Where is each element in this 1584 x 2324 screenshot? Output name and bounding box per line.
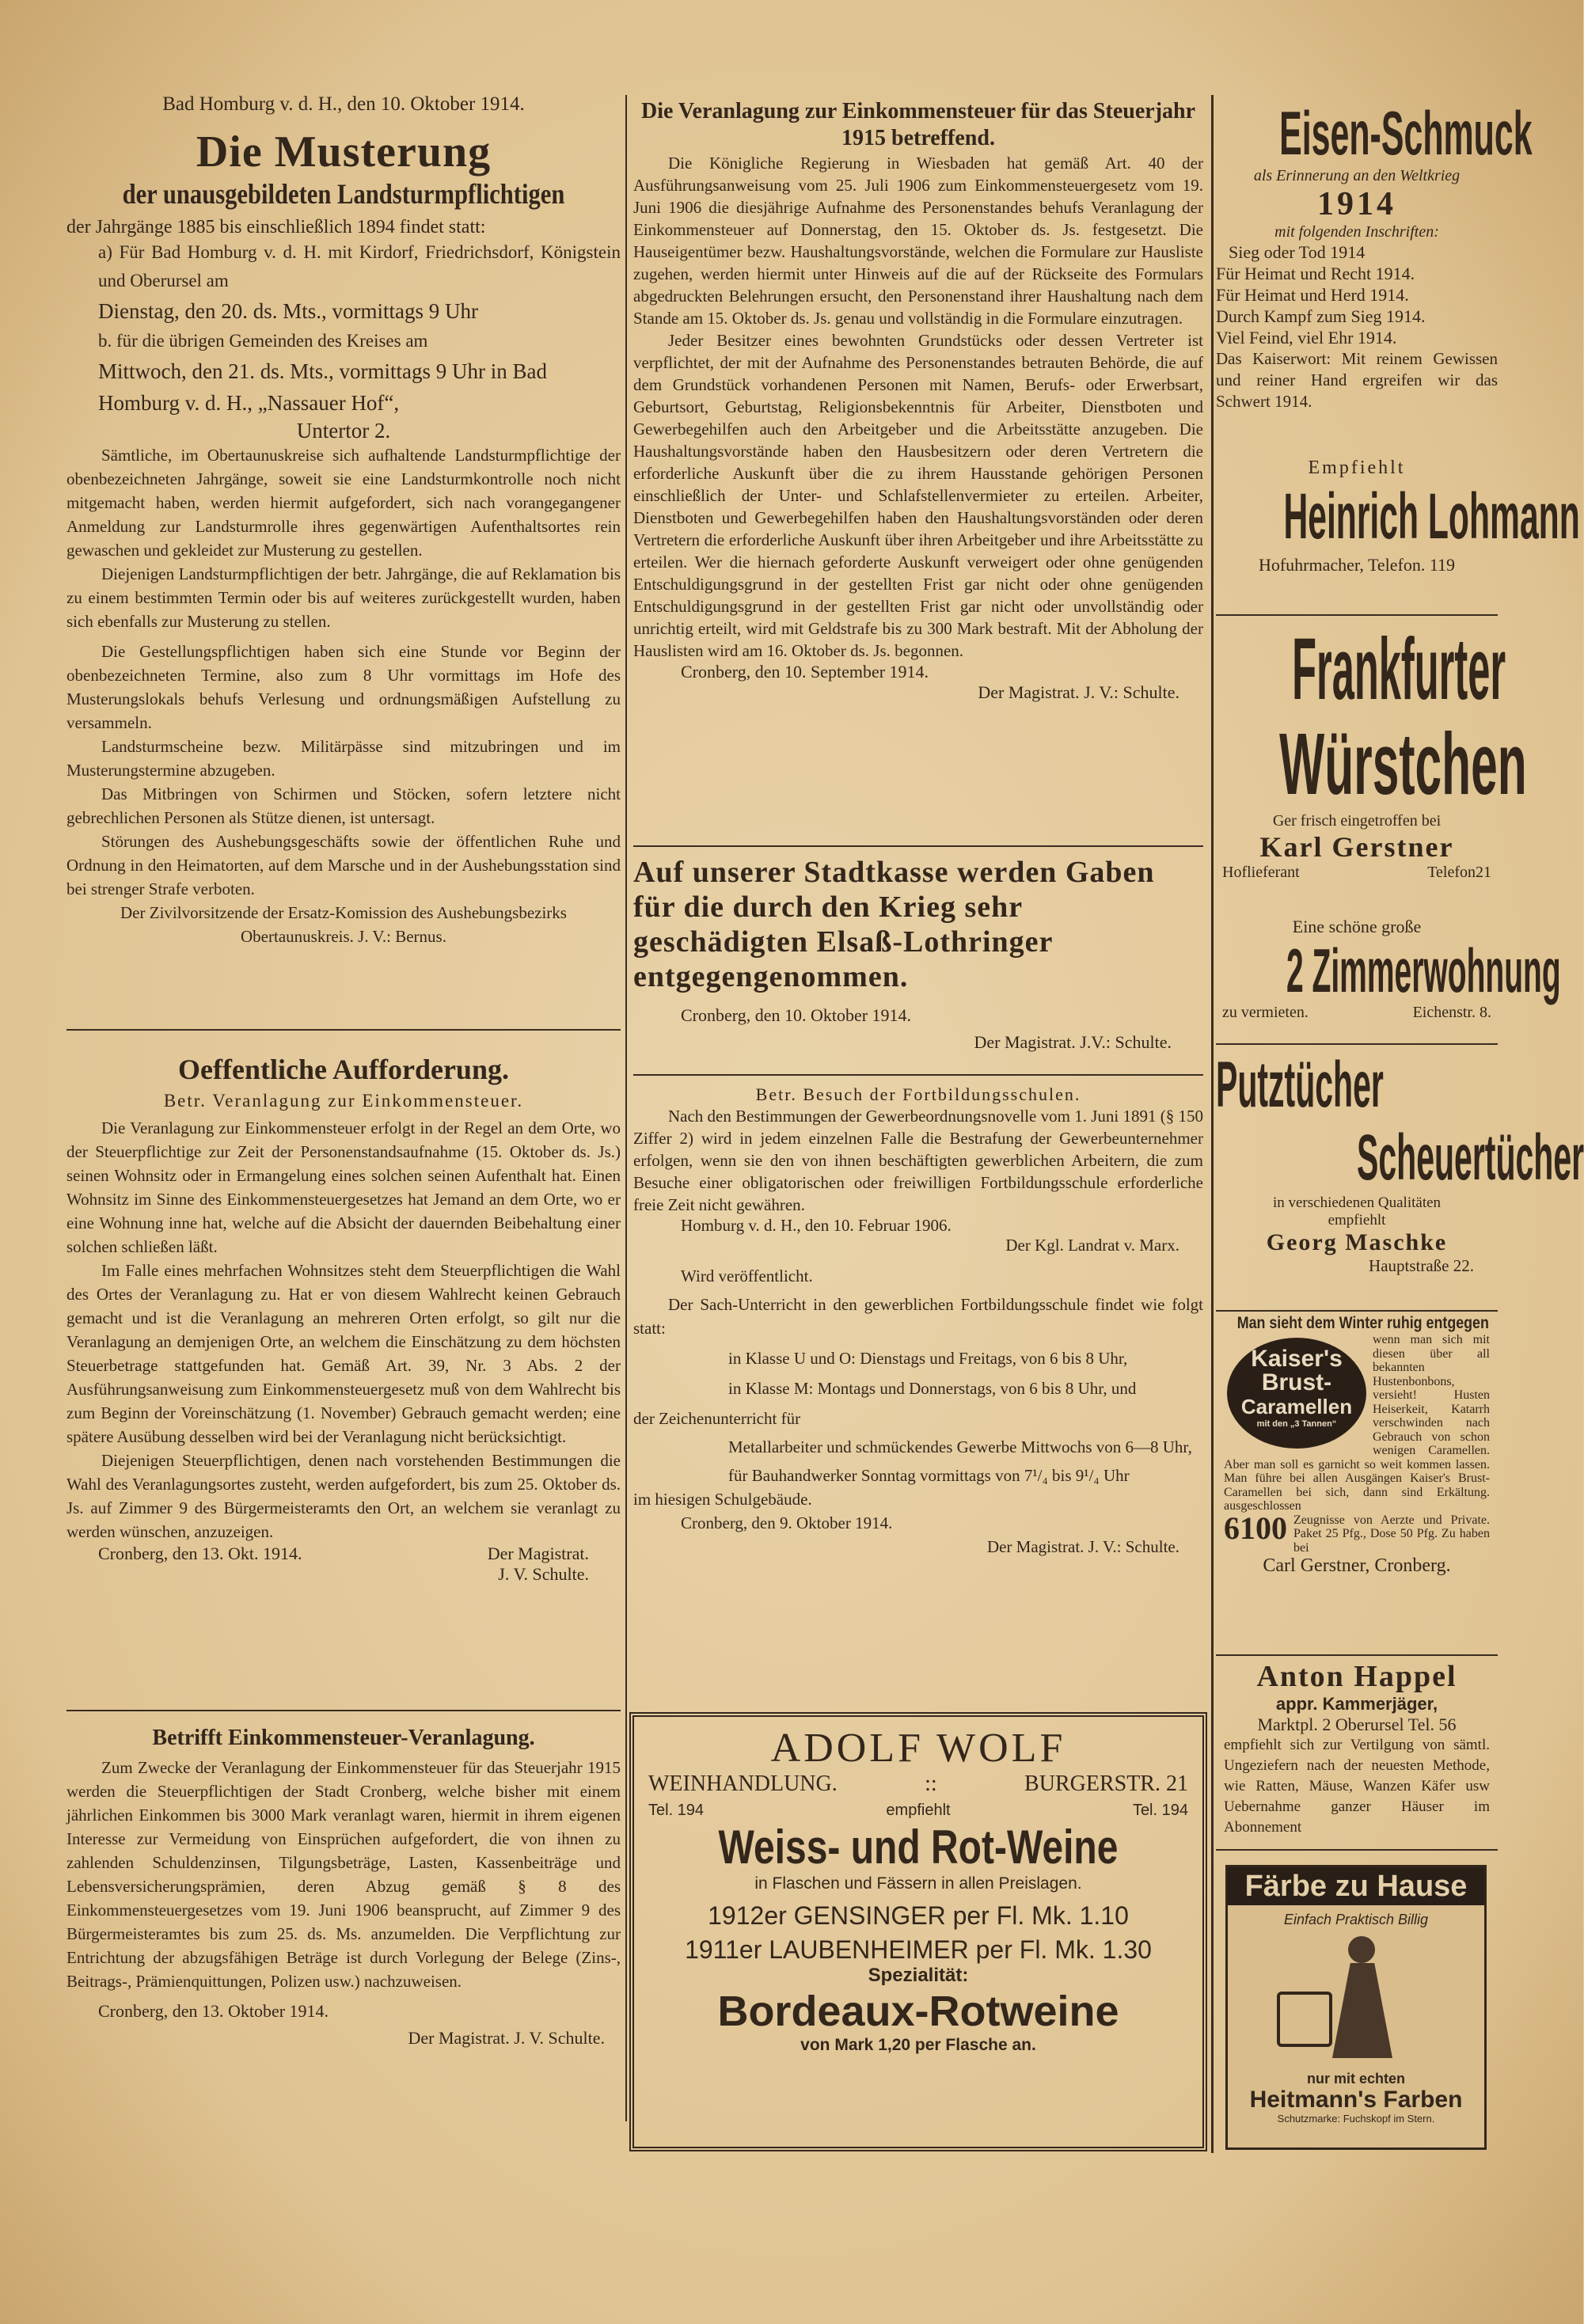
ad-text: empfiehlt sich zur Vertilgung von sämtl. Ungeziefern nach der neuesten Methode, wie Ratten, Mäuse, Wanzen Käfer usw Uebernahme ganzer Häuser im Abonnement bbox=[1224, 1737, 1490, 1836]
item-b-date: Mittwoch, den 21. ds. Mts., vormittags 9 Uhr in Bad Homburg v. d. H., „Nassauer Hof“, bbox=[98, 359, 547, 415]
ad-subtitle: Hofuhrmacher, Telefon. 119 bbox=[1258, 555, 1456, 575]
ad-text: wenigen Caramellen. Aber man soll es garnicht so weit kommen lassen. Man führe bei allen Ausgängen Kaiser's Brust-Caramellen bei sich, dann sind Erkältung. ausgeschlossen bbox=[1224, 1444, 1490, 1513]
date: Cronberg, den 13. Okt. 1914. bbox=[98, 1544, 302, 1563]
ad-text: zu vermieten. bbox=[1222, 1004, 1309, 1021]
ad-subtitle: appr. Kammerjäger, bbox=[1275, 1694, 1438, 1714]
date: Cronberg, den 10. Oktober 1914. bbox=[681, 1005, 912, 1025]
divider bbox=[1216, 1849, 1498, 1851]
divider bbox=[1216, 614, 1498, 616]
ad-title: Frankfurter bbox=[1292, 621, 1506, 718]
item-b: b. für die übrigen Gemeinden des Kreises am bbox=[98, 331, 428, 351]
paragraph: Landsturmscheine bezw. Militärpässe sind mitzubringen und im Musterungstermine abzugeben. bbox=[66, 737, 621, 780]
ad-preis: von Mark 1,20 per Flasche an. bbox=[800, 2036, 1036, 2054]
schedule-line: für Bauhandwerker Sonntag vormittags von 7¹/₄ bis 9¹/₄ Uhr bbox=[728, 1466, 1130, 1485]
ad-title: Färbe zu Hause bbox=[1228, 1867, 1484, 1905]
aufforderung-subtitle: Betr. Veranlagung zur Einkommensteuer. bbox=[163, 1091, 524, 1111]
ad-spezialitaet: Spezialität: bbox=[868, 1965, 969, 1986]
ad-title: Scheuertücher bbox=[1357, 1122, 1584, 1194]
schedule-line: Metallarbeiter und schmückendes Gewerbe Mittwochs von 6—8 Uhr, bbox=[728, 1437, 1192, 1456]
paragraph: Störungen des Aushebungsgeschäfts sowie der öffentlichen Ruhe und Ordnung in den Heimatorten, auf dem Marsche und in der Aushebungsstation sind bei strenger Strafe verboten. bbox=[66, 832, 621, 898]
paragraph: Im Falle eines mehrfachen Wohnsitzes steht dem Steuerpflichtigen die Wahl des Ortes der Veranlagung zu. Hat er von diesem Wahlrecht keinen Gebrauch gemacht und ist die Veranlagung an mehreren Orten erfolgt, so gilt nur die Veranlagung an demjenigen Orte, an welchem die Einschätzung zu dem höchsten Steuerbetrage stattgefunden hat. Gemäß Art. 39, Nr. 3 Abs. 2 der Ausführungsanweisung zum Einkommensteuergesetz muß von dem Wahlrecht bis zum Beginn der Voreinschätzung (1. November) Gebrauch gemacht werden; eine spätere Ausübung desselben wird bei der Veranlagung nicht berücksichtigt. bbox=[66, 1261, 621, 1446]
ad-title: Würstchen bbox=[1279, 716, 1527, 813]
divider bbox=[1216, 1310, 1498, 1312]
signature: Der Zivilvorsitzende der Ersatz-Komission des Aushebungsbezirks Obertaunuskreis. J. V.: Bernus. bbox=[120, 903, 567, 946]
paragraph: Zum Zwecke der Veranlagung der Einkommensteuer für das Steuerjahr 1915 werden die Steuerpflichtigen der Stadt Cronberg, welche bisher mit einem jährlichen Einkommen bis 3000 Mark veranlagt waren, hiermit in ihrem eigenen Interesse zur Vermeidung von Einsprüchen aufgefordert, die von ihnen zu zahlenden Schuldenzinsen, Tilgungsbeträge, Lasten, Kassenbeiträge und Lebensversicherungsprämien, deren Abzug gemäß § 8 des Einkommensteuergesetzes vom 19. Juni 1906 beansprucht, auf Zimmer 9 des Bürgermeisteramtes bis zum 25. ds. Ms. anzumelden. Die Verpflichtung zur Entrichtung der abzugsfähigen Beträge ist durch Vorlegung der Belege (Zins-, Beitrags-, Prämienquittungen, Polizen usw.) nachzuweisen. bbox=[66, 1758, 621, 1991]
ad-title: Heinrich Lohmann bbox=[1283, 480, 1580, 553]
inscription: Viel Feind, viel Ehr 1914. bbox=[1216, 328, 1397, 347]
schedule-line: in Klasse U und O: Dienstags und Freitags, von 6 bis 8 Uhr, bbox=[728, 1349, 1128, 1368]
ad-address: Hauptstraße 22. bbox=[1369, 1256, 1474, 1275]
paragraph: Die Gestellungspflichtigen haben sich eine Stunde vor Beginn der obenbezeichneten Termine, also zum 8 Uhr vormittags im Hofe des Musterungslokals behufs Verlesung und ordnungsmäßigen Aufstellung zu versammeln. bbox=[66, 642, 621, 732]
signature: Der Magistrat. J.V.: Schulte. bbox=[974, 1032, 1172, 1052]
ad-text: Ger frisch eingetroffen bei bbox=[1272, 812, 1442, 830]
ad-tel: Tel. 194 bbox=[648, 1802, 705, 1819]
kaiser-ad bbox=[1216, 1314, 1498, 1654]
schedule-line: im hiesigen Schulgebäude. bbox=[633, 1490, 812, 1509]
ad-seller: Carl Gerstner, Cronberg. bbox=[1263, 1555, 1451, 1576]
ad-text: empfiehlt bbox=[1328, 1212, 1386, 1228]
ad-name: ADOLF WOLF bbox=[770, 1726, 1066, 1771]
ad-text: Zeugnisse von Aerzte und Private. Paket 25 Pfg., Dose 50 Pfg. Zu haben bei bbox=[1293, 1513, 1490, 1555]
lohmann-ad bbox=[1216, 458, 1580, 608]
ad-flaschen: in Flaschen und Fässern in allen Preislagen. bbox=[754, 1874, 1082, 1893]
ad-address: Marktpl. 2 Oberursel Tel. 56 bbox=[1257, 1715, 1457, 1734]
musterung-title: Die Musterung bbox=[196, 127, 492, 177]
aufforderung-notice bbox=[66, 1053, 621, 1702]
fortbildung-title: Betr. Besuch der Fortbildungsschulen. bbox=[755, 1084, 1081, 1104]
paragraph: Der Sach-Unterricht in den gewerblichen Fortbildungsschule findet wie folgt statt: bbox=[633, 1295, 1203, 1338]
ad-brand: Heitmann's Farben bbox=[1249, 2087, 1463, 2113]
ad-title: Anton Happel bbox=[1256, 1660, 1457, 1693]
putztuecher-ad bbox=[1216, 1049, 1584, 1310]
item-b-place: Untertor 2. bbox=[296, 419, 391, 442]
ad-tel: Tel. 194 bbox=[1132, 1802, 1188, 1819]
ad-address: BURGERSTR. 21 bbox=[1024, 1771, 1188, 1796]
logo-text: Brust- bbox=[1261, 1369, 1332, 1396]
frankfurter-ad bbox=[1216, 621, 1527, 919]
ad-sep: :: bbox=[925, 1771, 937, 1796]
betrifft-notice bbox=[66, 1726, 621, 2121]
paragraph: Sämtliche, im Obertaunuskreise sich aufhaltende Landsturmpflichtige der obenbezeichneten Jahrgänge, soweit sie eine Landsturmkontrolle noch nicht mitgemacht haben, werden hiermit aufgefordert, sich nach vorangegangener Anmeldung zur Landsturmrolle ihres gegenwärtigen Aufenthaltsortes rein gewaschen und gekleidet zur Musterung zu gestellen. bbox=[66, 446, 621, 560]
intro: der Jahrgänge 1885 bis einschließlich 1894 findet statt: bbox=[66, 217, 486, 237]
dateline: Bad Homburg v. d. H., den 10. Oktober 1914. bbox=[162, 93, 525, 115]
item-a: a) Für Bad Homburg v. d. H. mit Kirdorf, Friedrichsdorf, Königstein und Oberursel am bbox=[98, 242, 621, 290]
ad-telefon: Telefon21 bbox=[1427, 864, 1491, 881]
ad-empfiehlt: Empfiehlt bbox=[1308, 458, 1406, 478]
divider bbox=[1216, 1043, 1498, 1045]
ad-slogan: Einfach Praktisch Billig bbox=[1283, 1912, 1429, 1927]
einkommensteuer-notice bbox=[633, 98, 1203, 842]
inscription: Durch Kampf zum Sieg 1914. bbox=[1216, 306, 1426, 326]
signature: Der Kgl. Landrat v. Marx. bbox=[1005, 1236, 1179, 1255]
ad-bordeaux: Bordeaux-Rotweine bbox=[717, 1988, 1119, 2035]
ad-address: Eichenstr. 8. bbox=[1412, 1004, 1491, 1021]
ad-price-line: 1911er LAUBENHEIMER per Fl. Mk. 1.30 bbox=[685, 1935, 1152, 1964]
ad-trademark: Schutzmarke: Fuchskopf im Stern. bbox=[1277, 2113, 1435, 2125]
ad-empfiehlt: empfiehlt bbox=[886, 1802, 951, 1819]
divider bbox=[66, 1029, 621, 1031]
paragraph: Jeder Besitzer eines bewohnten Grundstücks oder dessen Vertreter ist verpflichtet, der mit der Aufnahme des Personenstandes betrauten Behörde, die auf dem Grundstück vorhandenen Personen mit Namen, Berufs- oder Erwerbsart, Geburtsort, Geburtstag, Religionsbekenntnis für Arbeiter, Dienstboten und Gewerbegehilfen auch den Arbeitgeber und die Arbeitsstätte anzugeben. Die Haushaltungsvorstände haben den Hausbesitzern oder deren Vertretern die erforderliche Auskunft über die zu ihrem Hausstande gehörigen Personen einschließlich der Unter- und Schlafstellenvermieter zu erteilen. Arbeiter, Dienstboten und Gewerbegehilfen haben den Haushaltungsvorständen oder deren Vertretern die erforderliche Auskunft über ihren Arbeitgeber und ihre Arbeitsstätte zu erteilen. Wer die hiernach geforderte Auskunft verweigert oder ohne genügenden Entschuldigungsgrund in der gestellten Frist gar nicht oder ohne genügenden Entschuldigungsgrund in der gestellten Frist gar nicht oder unvollständig oder unrichtig erteilt, wird mit Geldstrafe bis zu 300 Mark bestraft. Mit der Abholung der Hauslisten wird am 16. Oktober ds. Js. begonnen. bbox=[633, 331, 1203, 660]
kaiser-logo bbox=[1227, 1338, 1366, 1449]
eisen-schmuck-ad bbox=[1216, 98, 1533, 455]
wird-veroeffentlicht: Wird veröffentlicht. bbox=[681, 1266, 813, 1285]
date: Cronberg, den 9. Oktober 1914. bbox=[681, 1513, 893, 1532]
stadtkasse-text: Auf unserer Stadtkasse werden Gaben für die durch den Krieg sehr geschädigten Elsaß-Lothringer entgegengenommen. bbox=[633, 856, 1155, 993]
paragraph: Nach den Bestimmungen der Gewerbeordnungsnovelle vom 1. Juni 1891 (§ 150 Ziffer 2) wird in jedem einzelnen Falle die Bestrafung der Gewerbeunternehmer erfolgen, wenn sie den von ihnen beschäftigten gewerblichen Arbeitern, die zum Besuche einer obligatorischen oder freiwilligen Fortbildungsschule erforderliche freie Zeit nicht gewähren. bbox=[633, 1107, 1203, 1214]
ad-text: wenn man sich mit diesen über all bekannten Hustenbonbons, versieht! Husten Heiserkeit, Katarrh verschwinden nach Gebrauch von schon bbox=[1373, 1333, 1490, 1444]
paragraph: Die Veranlagung zur Einkommensteuer erfolgt in der Regel an dem Orte, wo der Steuerpflichtige zur Zeit der Personenstandsaufnahme (15. Oktober ds. Js.) seinen Wohnsitz oder in Ermangelung eines solchen seinen Aufenthalt hat. Einen Wohnsitz im Sinne des Einkommensteuergesetzes hat Jemand an dem Orte, wo er eine Wohnung inne hat, welche auf die Absicht der dauernden Beibehaltung einer solchen schließen läßt. bbox=[66, 1118, 621, 1256]
logo-text: mit den „3 Tannen“ bbox=[1256, 1419, 1337, 1429]
ad-year: 1914 bbox=[1317, 186, 1396, 222]
ad-title: Man sieht dem Winter ruhig entgegen bbox=[1236, 1314, 1489, 1332]
signature: Der Magistrat. J. V.: Schulte. bbox=[978, 682, 1179, 702]
signature: Der Magistrat. J. V.: Schulte. bbox=[986, 1537, 1179, 1556]
wohnung-ad bbox=[1216, 917, 1561, 1043]
date: Homburg v. d. H., den 10. Februar 1906. bbox=[681, 1216, 952, 1235]
heitmann-ad bbox=[1225, 1865, 1487, 2150]
paragraph: Das Mitbringen von Schirmen und Stöcken, sofern letztere nicht gebrechlichen Personen als Stütze dienen, ist untersagt. bbox=[66, 784, 621, 827]
signature: J. V. Schulte. bbox=[498, 1564, 589, 1584]
woman-dyeing-illustration bbox=[1277, 1936, 1435, 2063]
signature: Der Magistrat. J. V. Schulte. bbox=[408, 2028, 605, 2048]
date: Cronberg, den 10. September 1914. bbox=[681, 662, 929, 682]
musterung-subtitle: der unausgebildeten Landsturmpflichtigen bbox=[122, 178, 565, 210]
divider bbox=[1216, 1654, 1498, 1656]
ad-text: in verschiedenen Qualitäten bbox=[1272, 1194, 1442, 1211]
ad-subtitle: als Erinnerung an den Weltkrieg bbox=[1253, 167, 1461, 184]
inscription: Für Heimat und Recht 1914. bbox=[1216, 264, 1415, 283]
ad-number: 6100 bbox=[1224, 1509, 1287, 1546]
ad-text: nur mit echten bbox=[1306, 2071, 1405, 2087]
einkommensteuer-title: Die Veranlagung zur Einkommensteuer für das Steuerjahr 1915 betreffend. bbox=[640, 99, 1196, 150]
column-divider bbox=[625, 95, 627, 2121]
inscription: Das Kaiserwort: Mit reinem Gewissen und reiner Hand ergreifen wir das Schwert 1914. bbox=[1216, 349, 1498, 411]
inscription: Für Heimat und Herd 1914. bbox=[1216, 285, 1409, 305]
aufforderung-title: Oeffentliche Aufforderung. bbox=[178, 1054, 509, 1085]
ad-weine: Weiss- und Rot-Weine bbox=[718, 1821, 1119, 1874]
column-divider bbox=[1211, 95, 1214, 2153]
fortbildung-notice bbox=[633, 1084, 1203, 1702]
schedule-line: der Zeichenunterricht für bbox=[633, 1409, 801, 1428]
ad-text: Eine schöne große bbox=[1292, 917, 1422, 936]
ad-title: 2 Zimmerwohnung bbox=[1286, 936, 1561, 1005]
paragraph: Diejenigen Steuerpflichtigen, denen nach vorstehenden Bestimmungen die Wahl des Veranlagungsortes zusteht, werden aufgefordert, bis zum 25. Oktober ds. Js. auf Zimmer 9 des Bürgermeisteramts den Ort, an welchem sie veranlagt zu werden wünschen, anzuzeigen. bbox=[66, 1451, 621, 1541]
logo-text: Kaiser's bbox=[1251, 1346, 1343, 1372]
happel-ad bbox=[1216, 1659, 1498, 1849]
inscription: Sieg oder Tod 1914 bbox=[1229, 242, 1366, 262]
ad-hoflieferant: Hoflieferant bbox=[1222, 864, 1300, 881]
paragraph: Die Königliche Regierung in Wiesbaden hat gemäß Art. 40 der Ausführungsanweisung vom 25. Juli 1906 zum Einkommensteuergesetz vom 19. Juni 1906 die diesjährige Aufnahme des Personenstandes behufs Veranlagung der Einkommensteuer auf Donnerstag, den 15. Oktober ds. Js. festgesetzt. Die Hauseigentümer bezw. Haushaltungsvorstände, welchen die Formulare zur Hausliste zugehen, werden hiermit unter Hinweis auf die auf der Rückseite des Formulars abgedruckten Belehrungen ersucht, den Personenstand ihrer Haushaltung nach dem Stande am 15. Oktober ds. Js. genau und vollständig in die Formulare einzutragen. bbox=[633, 154, 1203, 328]
divider bbox=[66, 1710, 621, 1711]
paragraph: Diejenigen Landsturmpflichtigen der betr. Jahrgänge, die auf Reklamation bis zu einem bestimmten Termin oder bis auf weiteres zurückgestellt wurden, haben sich ebenfalls zur Musterung zu stellen. bbox=[66, 564, 621, 631]
item-a-date: Dienstag, den 20. ds. Mts., vormittags 9 Uhr bbox=[98, 299, 478, 323]
ad-name: Karl Gerstner bbox=[1259, 831, 1454, 863]
divider bbox=[633, 1074, 1203, 1076]
ad-inschriften: mit folgenden Inschriften: bbox=[1274, 223, 1439, 241]
signature: Der Magistrat. bbox=[487, 1544, 589, 1563]
ad-weinhandlung: WEINHANDLUNG. bbox=[648, 1771, 838, 1796]
divider bbox=[633, 845, 1203, 847]
logo-text: Caramellen bbox=[1240, 1395, 1353, 1418]
musterung-notice bbox=[66, 93, 621, 1020]
adolf-wolf-ad bbox=[629, 1712, 1207, 2151]
date: Cronberg, den 13. Oktober 1914. bbox=[98, 2001, 329, 2021]
betrifft-title: Betrifft Einkommensteuer-Veranlagung. bbox=[152, 1726, 535, 1750]
ad-price-line: 1912er GENSINGER per Fl. Mk. 1.10 bbox=[708, 1901, 1129, 1930]
ad-title: Putztücher bbox=[1216, 1049, 1384, 1121]
schedule-line: in Klasse M: Montags und Donnerstags, von 6 bis 8 Uhr, und bbox=[728, 1379, 1137, 1398]
ad-name: Georg Maschke bbox=[1266, 1229, 1448, 1255]
ad-title: Eisen-Schmuck bbox=[1279, 98, 1533, 168]
stadtkasse-notice bbox=[633, 855, 1203, 1069]
